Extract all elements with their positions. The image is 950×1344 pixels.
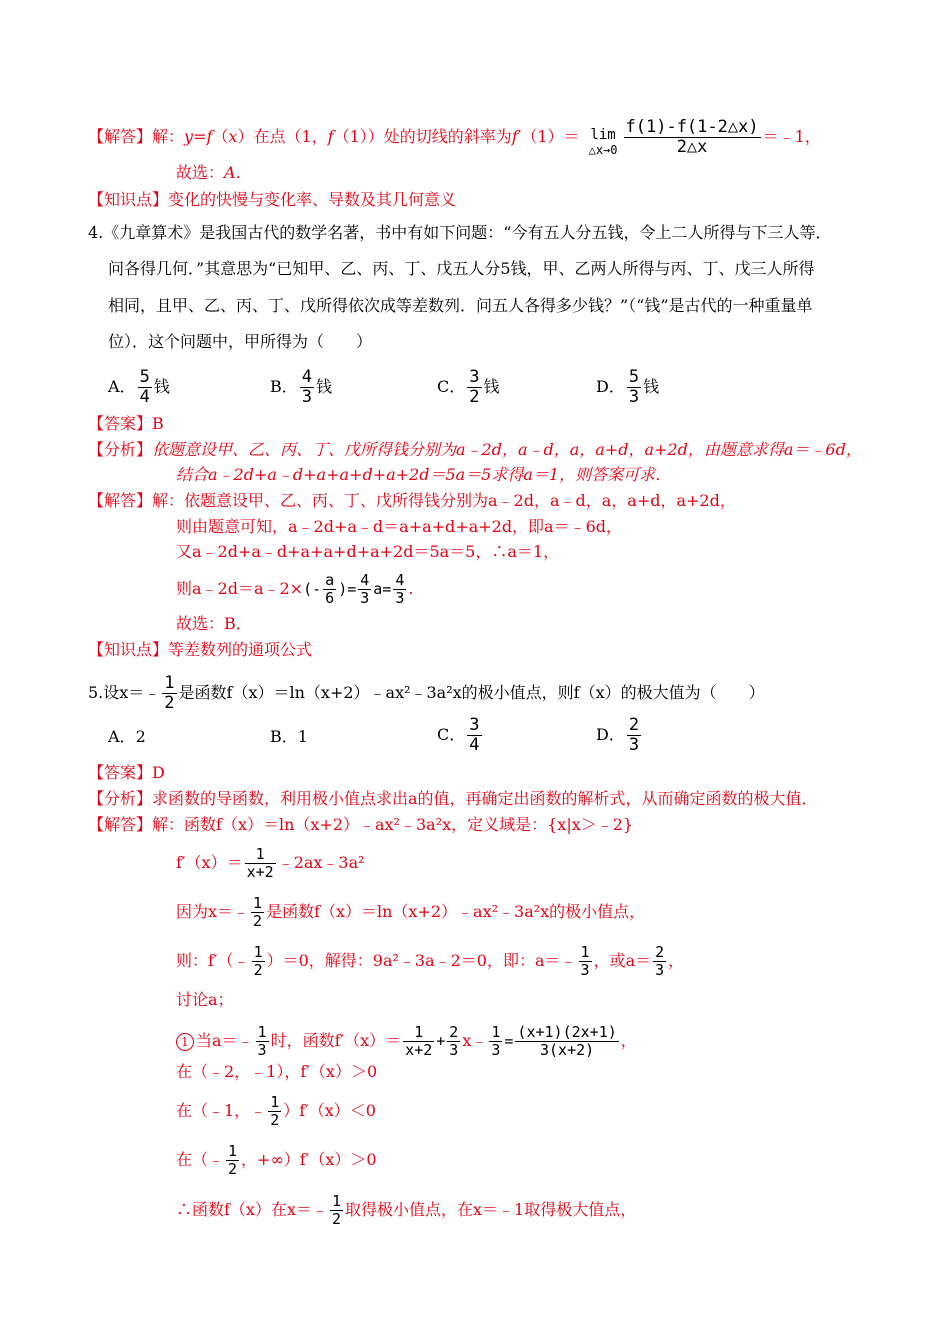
q5-option-c[interactable]: C． $\frac{3}{4}$: [437, 715, 480, 755]
q4-answer: 【答案】B: [88, 414, 164, 433]
q5-solution-line1: 【解答】解：函数f（x）＝ln（x+2）﹣ax²﹣3a²x，定义域是：{x|x＞﹣2}: [88, 815, 634, 834]
q5-case1: 1 当a＝﹣ $\frac{1}{3}$ 时，函数f′（x）＝ $\frac{1}{x+2}$ + $\frac{2}{3}$ x﹣ $\frac{1}{3}$ = $\frac{(x+1)(2x+1)}{3(x+2)}$ ，: [176, 1024, 637, 1059]
q4-solution-line3: 又a﹣2d+a﹣d+a+a+d+a+2d＝5a＝5，∴a＝1，: [176, 542, 560, 561]
q5-interval1: 在（﹣2，﹣1），f′（x）＞0: [176, 1062, 378, 1081]
q4-analysis-line2: 结合a﹣2d+a﹣d+a+a+d+a+2d＝5a＝5求得a＝1，则答案可求．: [176, 465, 672, 484]
q5-interval2: 在（﹣1，﹣ $\frac{1}{2}$ ）f′（x）＜0: [176, 1093, 376, 1129]
q4-select: 故选：B．: [176, 614, 252, 633]
q3-select: 故选：A．: [176, 163, 252, 182]
q3-result: ＝﹣1，: [762, 127, 821, 146]
q5-option-b[interactable]: B．1: [270, 727, 308, 746]
q5-option-a[interactable]: A．2: [108, 727, 146, 746]
q3-text-b: （1））处的切线的斜率为: [333, 127, 512, 146]
q4-analysis-line1: 【分析】依题意设甲、乙、丙、丁、戊所得钱分别为a﹣2d，a﹣d，a，a+d，a+2d，由题意求得a＝﹣6d，: [88, 440, 862, 459]
q4-option-a[interactable]: A． $\frac{5}{4}$ 钱: [108, 367, 170, 407]
q4-option-b[interactable]: B． $\frac{4}{3}$ 钱: [270, 367, 333, 407]
solution-prefix: 解：: [152, 127, 185, 146]
q4-stem-line2: 问各得几何．”其意思为“已知甲、乙、丙、丁、戊五人分5钱，甲、乙两人所得与丙、丁、戊三人所得: [108, 259, 815, 278]
q4-option-c[interactable]: C． $\frac{3}{2}$ 钱: [437, 367, 500, 407]
limit-fraction: $\frac{f(1)-f(1-2\triangle x)}{2\triangle x}$: [625, 117, 759, 157]
q4-solution-line4: 则a﹣2d＝a﹣2×(- $\frac{a}{6}$ )= $\frac{4}{3}$ a= $\frac{4}{3}$ .: [176, 571, 414, 607]
q5-option-d[interactable]: D． $\frac{2}{3}$: [596, 715, 640, 755]
q5-interval3: 在（﹣ $\frac{1}{2}$ ，+∞）f′（x）＞0: [176, 1142, 377, 1178]
q3-knowledge: [88, 190, 456, 210]
q5-stem: 5.设x＝﹣ $\frac{1}{2}$ 是函数f（x）＝ln（x+2）﹣ax²﹣3a²x的极小值点，则f（x）的极大值为（ ）: [88, 673, 765, 713]
q5-because: 因为x＝﹣ $\frac{1}{2}$ 是函数f（x）＝ln（x+2）﹣ax²﹣3a²x的极小值点，: [176, 894, 646, 930]
q4-stem-line4: 位）．这个问题中，甲所得为（ ）: [108, 332, 373, 351]
q5-answer: 【答案】D: [88, 763, 165, 782]
limit-expression: lim △x→0: [588, 126, 618, 157]
q3-text-a: 在点（1，: [253, 127, 328, 146]
q5-derivative: f′（x）＝ $\frac{1}{x+2}$ ﹣2ax﹣3a²: [176, 845, 365, 881]
q4-solution-line2: 则由题意可知，a﹣2d+a﹣d＝a+a+d+a+2d，即a＝﹣6d，: [176, 517, 623, 536]
q4-stem-line3: 相同，且甲、乙、丙、丁、戊所得依次成等差数列．问五人各得多少钱？”（“钱”是古代的一种重量单: [108, 296, 813, 315]
case-number-badge: 1: [176, 1033, 194, 1051]
q5-then: 则：f′（﹣ $\frac{1}{2}$ ）＝0，解得：9a²﹣3a﹣2＝0，即：a＝﹣ $\frac{1}{3}$ ，或a＝ $\frac{2}{3}$ ，: [176, 943, 685, 979]
q4-stem-line1: 4.《九章算术》是我国古代的数学名著，书中有如下问题：“今有五人分五钱，令上二人所得与下三人等．: [88, 223, 832, 242]
q3-text-c: （1）＝: [521, 127, 580, 146]
q4-option-d[interactable]: D． $\frac{5}{3}$ 钱: [596, 367, 660, 407]
q3-solution-line: 【解答】解：y=f（x）在点（1，f（1））处的切线的斜率为f′（1）＝ lim △x→0 $\frac{f(1)-f(1-2\triangle x)}{2\triangle x}$ ＝﹣1，: [88, 117, 821, 157]
q4-knowledge: 【知识点】等差数列的通项公式: [88, 640, 313, 659]
q4-solution-line1: 【解答】解：依题意设甲、乙、丙、丁、戊所得钱分别为a﹣2d，a﹣d，a，a+d，a+2d，: [88, 491, 736, 510]
solution-tag: 【解答】: [88, 127, 153, 146]
knowledge-text: 变化的快慢与变化率、导数及其几何意义: [168, 190, 457, 209]
q5-discuss: 讨论a；: [176, 990, 234, 1009]
q5-conclusion: ∴函数f（x）在x＝﹣ $\frac{1}{2}$ 取得极小值点，在x＝﹣1取得极大值点，: [176, 1192, 637, 1228]
q5-analysis: 【分析】求函数的导函数，利用极小值点求出a的值，再确定出函数的解析式，从而确定函数的极大值．: [88, 789, 818, 808]
knowledge-tag: 【知识点】: [88, 190, 169, 209]
